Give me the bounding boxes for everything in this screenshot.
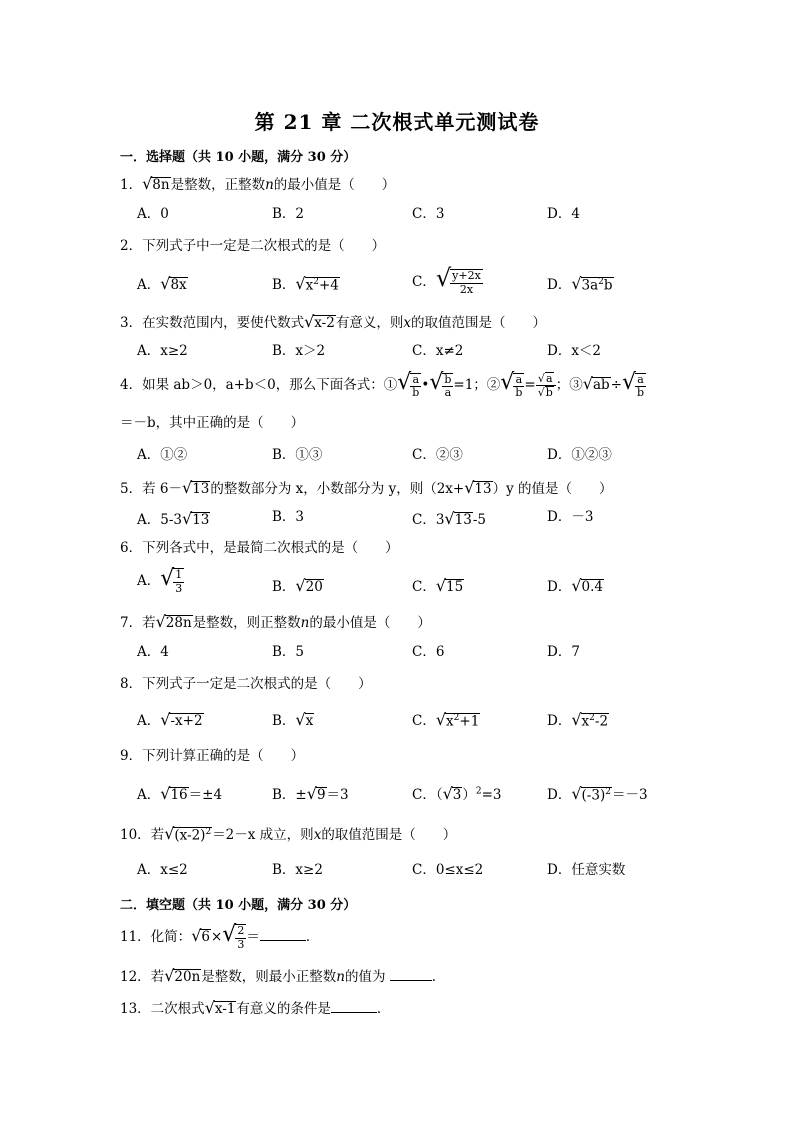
question-1: 1．√8n是整数，正整数n的最小值是（ ）	[120, 174, 396, 193]
answer-blank-12[interactable]	[390, 968, 432, 981]
q3-option-c: C．x≠2	[412, 343, 464, 359]
q6-option-a: A．√ $\frac{1}{3}$	[137, 566, 183, 595]
q2-option-c: C．√ $\frac{y+2x}{2x}$	[412, 264, 481, 296]
question-11: 11．化简：√6×√ $\frac{2}{3}$ ＝ ．	[120, 922, 320, 951]
q9-option-c: C．$(√3)^2=3$	[412, 784, 502, 803]
q9-option-b: B．±√9＝3	[272, 784, 349, 803]
question-12: 12．若√20n是整数，则最小正整数n的值为 ．	[120, 966, 446, 985]
question-8: 8．下列式子一定是二次根式的是（ ）	[120, 676, 372, 692]
q7-option-d: D．7	[547, 644, 580, 660]
q7-option-b: B．5	[272, 644, 305, 660]
q10-option-d: D．任意实数	[547, 862, 626, 878]
q7-option-a: A．4	[137, 644, 169, 660]
page-title: 第 21 章 二次根式单元测试卷	[254, 110, 540, 134]
q5-option-c: C．3√13-5	[412, 509, 486, 528]
q1-option-b: B．2	[272, 206, 305, 222]
question-7: 7．若√28n是整数，则正整数n的最小值是（ ）	[120, 612, 431, 631]
question-4: 4．如果 ab＞0，a+b＜0，那么下面各式：①√ $\frac{a}{b}$ •√ $\frac{b}{a}$ =1；②√ $\frac{a}{b}$ = $\frac{√a}{√b}$ ；③√ab÷√ $\frac{a}{b}$	[120, 370, 645, 400]
q7-option-c: C．6	[412, 644, 445, 660]
q10-option-b: B．x≥2	[272, 862, 323, 878]
q3-option-a: A．x≥2	[137, 343, 188, 359]
q6-option-b: B．√20	[272, 576, 323, 595]
q8-option-d: D．$√x^2-2$	[547, 710, 609, 729]
q6-option-c: C．√15	[412, 576, 464, 595]
q5-option-b: B．3	[272, 509, 305, 525]
q9-option-a: A．√16＝±4	[137, 784, 223, 803]
q4-option-b: B．①③	[272, 447, 323, 463]
q8-option-c: C．$√x^2+1$	[412, 710, 480, 729]
q8-option-a: A．√-x+2	[137, 710, 203, 729]
q1-option-c: C．3	[412, 206, 445, 222]
q8-option-b: B．√x	[272, 710, 314, 729]
q3-option-d: D．x＜2	[547, 343, 602, 359]
question-6: 6．下列各式中，是最简二次根式的是（ ）	[120, 540, 399, 556]
q2-option-a: A．√8x	[137, 274, 187, 293]
question-9: 9．下列计算正确的是（ ）	[120, 748, 305, 764]
q2-option-d: D．$√3a^2b$	[547, 274, 613, 293]
q1-option-d: D．4	[547, 206, 580, 222]
q6-option-d: D．√0.4	[547, 576, 604, 595]
q4-option-a: A．①②	[137, 447, 188, 463]
question-2: 2．下列式子中一定是二次根式的是（ ）	[120, 238, 386, 254]
q5-option-a: A．5-3√13	[137, 509, 210, 528]
q10-option-c: C．0≤x≤2	[412, 862, 484, 878]
q4-option-c: C．②③	[412, 447, 463, 463]
question-13: 13．二次根式√x-1有意义的条件是 ．	[120, 998, 391, 1017]
q1-option-a: A．0	[137, 206, 169, 222]
q2-option-b: B．$√x^2+4$	[272, 274, 339, 293]
question-5: 5．若 6－√13的整数部分为 x，小数部分为 y，则（2x+√13）y 的值是（ ）	[120, 478, 613, 497]
q5-option-d: D．－3	[547, 509, 594, 525]
question-3: 3．在实数范围内，要使代数式√x-2有意义，则x的取值范围是（ ）	[120, 312, 546, 331]
q3-option-b: B．x＞2	[272, 343, 326, 359]
answer-blank-13[interactable]	[331, 1000, 377, 1013]
q10-option-a: A．x≤2	[137, 862, 188, 878]
section-heading-choice: 一．选择题（共 10 小题，满分 30 分）	[120, 150, 357, 165]
q4-option-d: D．①②③	[547, 447, 612, 463]
answer-blank-11[interactable]	[260, 928, 306, 941]
question-4-line2: ＝－b，其中正确的是（ ）	[120, 415, 305, 431]
section-heading-fill: 二．填空题（共 10 小题，满分 30 分）	[120, 898, 357, 913]
q9-option-d: D．$√(-3)^2=-3$	[547, 784, 648, 803]
question-10: 10．若$√(x-2)^2=2-x$ 成立，则x的取值范围是（ ）	[120, 824, 457, 843]
